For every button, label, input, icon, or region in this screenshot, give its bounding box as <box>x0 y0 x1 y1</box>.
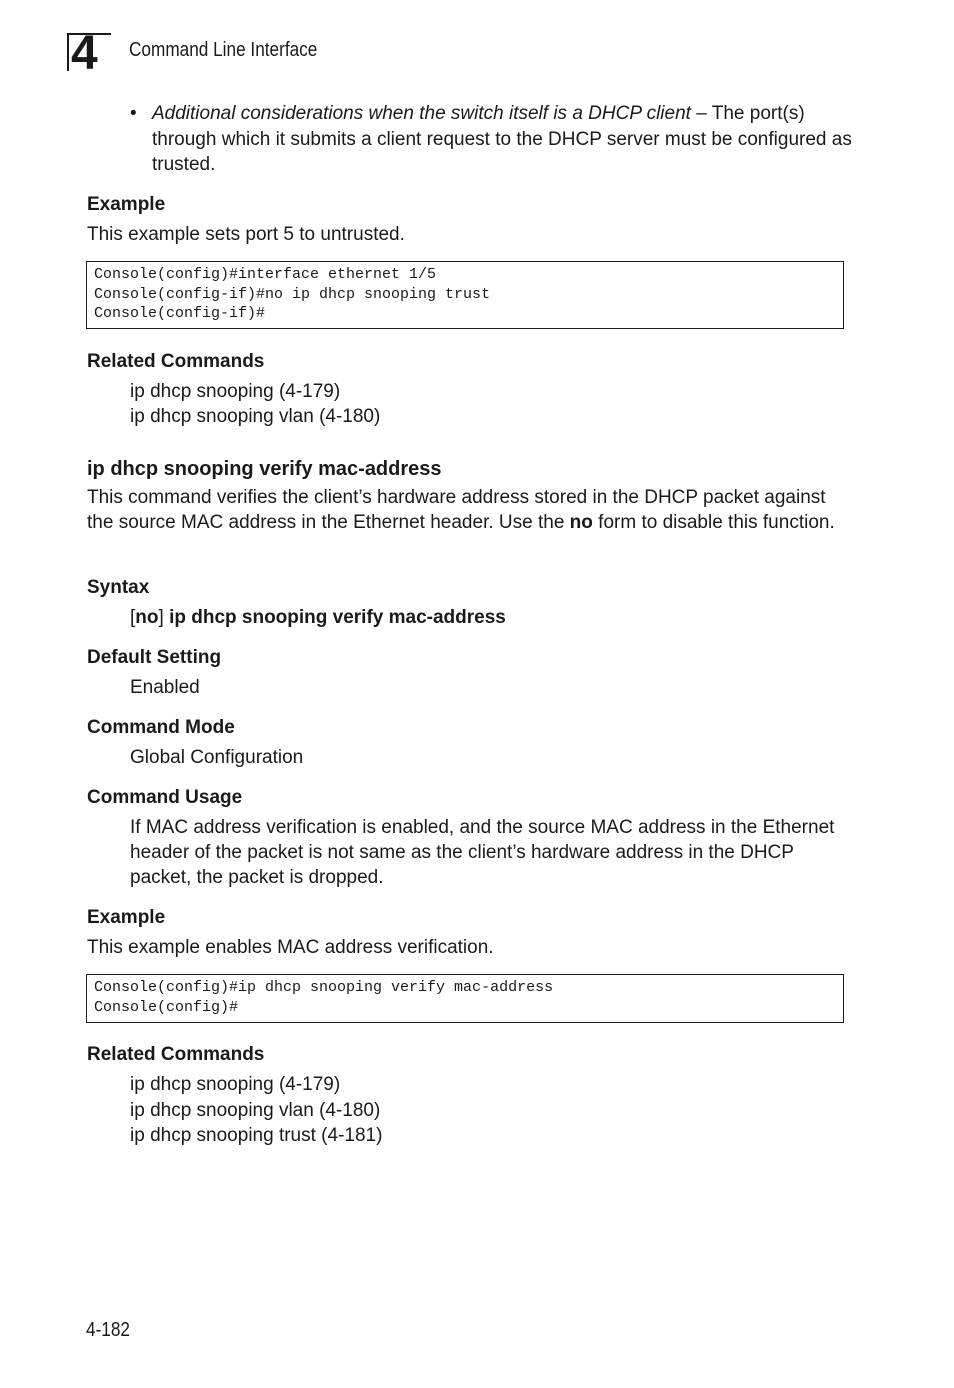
command-mode-heading: Command Mode <box>87 717 235 738</box>
example1-description: This example sets port 5 to untrusted. <box>87 224 405 245</box>
related2-item: ip dhcp snooping trust (4-181) <box>130 1125 383 1146</box>
related1-item: ip dhcp snooping (4-179) <box>130 381 341 402</box>
example2-description: This example enables MAC address verification. <box>87 937 494 958</box>
bullet-italic-lead: Additional considerations when the switch itself is a DHCP client <box>152 103 691 124</box>
command-usage-text: If MAC address verification is enabled, and the source MAC address in the Ethernet header of the packet is not same as the client’s hardware address in the DHCP packet, the packet is dropped. <box>130 817 835 888</box>
syntax-no: no <box>135 607 159 628</box>
code-line: Console(config-if)# <box>94 305 266 322</box>
syntax-bracket-close: ] <box>158 607 170 628</box>
example1-heading: Example <box>87 194 166 215</box>
syntax-bracket-open: [ <box>130 607 136 628</box>
code-line: Console(config-if)#no ip dhcp snooping trust <box>94 285 491 303</box>
related1-item: ip dhcp snooping vlan (4-180) <box>130 406 381 427</box>
command-usage-heading: Command Usage <box>87 787 243 808</box>
example2-heading: Example <box>87 907 166 928</box>
default-setting-heading: Default Setting <box>87 647 222 668</box>
chapter-marker <box>67 27 111 80</box>
related2-item: ip dhcp snooping (4-179) <box>130 1074 341 1095</box>
syntax-heading: Syntax <box>87 577 150 598</box>
chapter-number: 4 <box>71 27 98 80</box>
command-description-bold: no <box>569 512 593 533</box>
command-title: ip dhcp snooping verify mac-address <box>87 458 442 480</box>
bullet-paragraph <box>152 101 852 178</box>
code-line: Console(config)#interface ethernet 1/5 <box>94 266 437 283</box>
code-line: Console(config)#ip dhcp snooping verify mac-address <box>94 979 554 996</box>
command-description-part2: form to disable this function. <box>592 512 835 533</box>
bullet-body: – The port(s) through which it submits a client request to the DHCP server must be configured as trusted. <box>152 103 852 175</box>
command-mode-value: Global Configuration <box>130 747 304 768</box>
command-description-part1: This command verifies the client’s hardware address stored in the DHCP packet against the source MAC address in the Ethernet header. Use the <box>87 487 826 533</box>
syntax-command: ip dhcp snooping verify mac-address <box>169 607 506 628</box>
example2-code-block <box>86 974 844 1023</box>
code-line: Console(config)# <box>94 998 239 1016</box>
command-description <box>87 485 847 535</box>
syntax-line <box>130 605 506 630</box>
default-setting-value: Enabled <box>130 677 200 698</box>
related2-heading: Related Commands <box>87 1044 265 1065</box>
related2-item: ip dhcp snooping vlan (4-180) <box>130 1100 381 1121</box>
example1-code-block <box>86 261 844 329</box>
running-title: Command Line Interface <box>129 39 318 61</box>
page-number: 4-182 <box>86 1319 130 1341</box>
bullet-marker: • <box>130 103 137 124</box>
related1-heading: Related Commands <box>87 351 265 372</box>
